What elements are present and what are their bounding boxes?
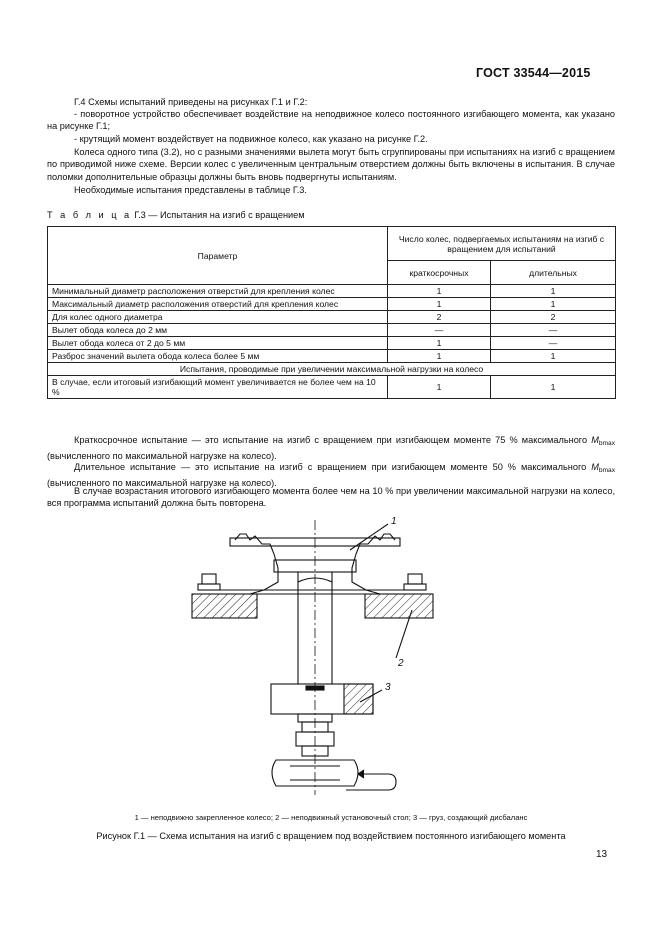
table-g3 bbox=[47, 226, 616, 399]
table-caption-prefix: Т а б л и ц а bbox=[47, 210, 132, 220]
table-row: Вылет обода колеса от 2 до 5 мм 1 — bbox=[48, 337, 616, 350]
table-caption bbox=[47, 210, 305, 220]
paragraph-increase: В случае возрастания итогового изгибающего момента более чем на 10 % при увеличении максимальной нагрузки на колесо, вся программа испытаний должна быть повторена. bbox=[47, 486, 615, 509]
paragraph-g4-intro: Г.4 Схемы испытаний приведены на рисунках Г.1 и Г.2: bbox=[74, 97, 308, 107]
paragraph-same-type: Колеса одного типа (3.2), но с разными значениями вылета могут быть сгруппированы при испытаниях на изгиб с вращением по приводимой ниже схеме. Версии колес с увеличенным центральным отверстием должны быть включены в испытания. В случае поломки дополнительные образцы должны быть вновь подвергнуты испытаниям. bbox=[47, 147, 615, 182]
document-code: ГОСТ 33544—2015 bbox=[476, 66, 591, 80]
table-row: Вылет обода колеса до 2 мм — — bbox=[48, 324, 616, 337]
table-row: Максимальный диаметр расположения отверстий для крепления колес 1 1 bbox=[48, 298, 616, 311]
table-right-block bbox=[365, 594, 433, 618]
figure-label-2: 2 bbox=[398, 658, 404, 669]
table-left-block bbox=[192, 594, 257, 618]
page-number: 13 bbox=[596, 849, 608, 860]
figure-label-3: 3 bbox=[385, 682, 391, 693]
figure-g1-diagram bbox=[150, 510, 490, 800]
table-row: Разброс значений вылета обода колеса более 5 мм 1 1 bbox=[48, 350, 616, 363]
rotation-arrow bbox=[346, 774, 396, 790]
table-section-row: Испытания, проводимые при увеличении максимальной нагрузки на колесо bbox=[48, 363, 616, 376]
paragraph-g4-item2: - крутящий момент воздействует на подвижное колесо, как указано на рисунке Г.2. bbox=[74, 134, 428, 144]
paragraph-long-test: Длительное испытание — это испытание на изгиб с вращением при изгибающем моменте 50 % максимального $M_{bmax}$ (вычисленного по максимальной нагрузке на колесо). bbox=[47, 462, 615, 489]
table-caption-text: Г.3 — Испытания на изгиб с вращением bbox=[134, 210, 305, 220]
header-parameter: Параметр bbox=[48, 227, 388, 285]
weight-hatch bbox=[344, 684, 373, 714]
wheel-left-profile bbox=[235, 534, 278, 594]
table-row: Минимальный диаметр расположения отверстий для крепления колес 1 1 bbox=[48, 285, 616, 298]
paragraph-required-tests: Необходимые испытания представлены в таблице Г.3. bbox=[74, 185, 307, 195]
paragraph-g4-item1: - поворотное устройство обеспечивает воздействие на неподвижное колесо постоянного изгибающего момента, как указано на рисунке Г.1; bbox=[47, 109, 615, 132]
bolt-right-nut bbox=[404, 584, 426, 590]
paragraph-short-test: Краткосрочное испытание — это испытание на изгиб с вращением при изгибающем моменте 75 % максимального $M_{bmax}$ (вычисленного по максимальной нагрузке на колесо). bbox=[47, 435, 615, 462]
wheel-right-profile bbox=[352, 534, 395, 594]
figure-caption: Рисунок Г.1 — Схема испытания на изгиб с вращением под воздействием постоянного изгибающего момента bbox=[96, 831, 566, 841]
bolt-left-nut bbox=[198, 584, 220, 590]
table-row: Для колес одного диаметра 2 2 bbox=[48, 311, 616, 324]
header-short-term: краткосрочных bbox=[388, 261, 491, 285]
figure-label-1: 1 bbox=[391, 516, 397, 527]
bolt-left bbox=[202, 574, 216, 584]
bolt-right bbox=[408, 574, 422, 584]
header-wheel-count: Число колес, подвергаемых испытаниям на изгиб с вращением для испытаний bbox=[388, 227, 616, 261]
table-row: В случае, если итоговый изгибающий момент увеличивается не более чем на 10 % 1 1 bbox=[48, 376, 616, 399]
figure-legend: 1 — неподвижно закрепленное колесо; 2 — неподвижный установочный стол; 3 — груз, создающий дисбаланс bbox=[134, 813, 528, 822]
header-long-term: длительных bbox=[491, 261, 616, 285]
